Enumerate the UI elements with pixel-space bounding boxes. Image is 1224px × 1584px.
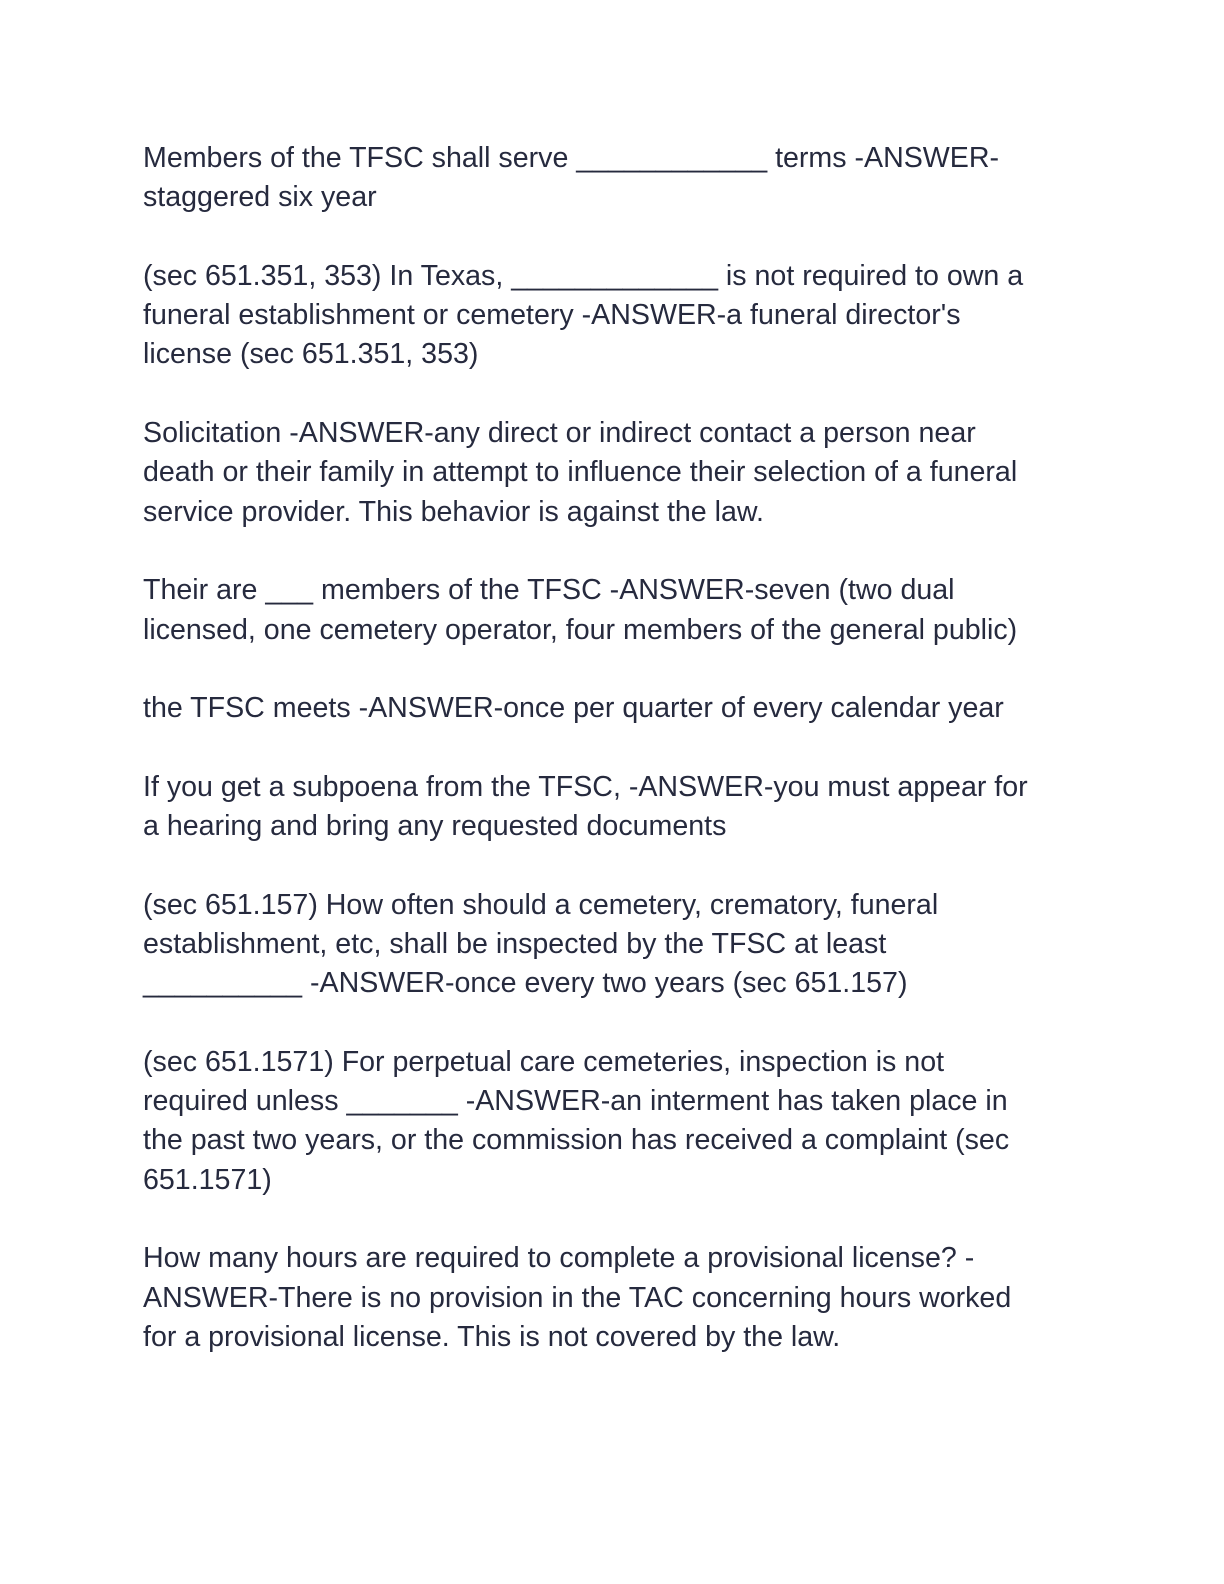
qa-entry-1: Members of the TFSC shall serve ____________ terms -ANSWER- staggered six year	[143, 142, 1000, 214]
qa-entry-4: Their are ___ members of the TFSC -ANSWER-seven (two dual licensed, one cemetery operator, four members of the general public)	[143, 574, 1018, 646]
qa-entry-2: (sec 651.351, 353) In Texas, _____________ is not required to own a funeral establishment or cemetery -ANSWER-a funeral director's license (sec 651.351, 353)	[143, 259, 1024, 371]
qa-entry-5: the TFSC meets -ANSWER-once per quarter of every calendar year	[143, 692, 1004, 725]
qa-entry-8: (sec 651.1571) For perpetual care cemeteries, inspection is not required unless _______ -ANSWER-an interment has taken place in the past two years, or the commission has received a complaint (sec 651.1571)	[143, 1045, 1010, 1196]
qa-entry-9: How many hours are required to complete a provisional license? - ANSWER-There is no provision in the TAC concerning hours worked for a provisional license. This is not covered by the law.	[143, 1242, 1012, 1353]
qa-entry-7: (sec 651.157) How often should a cemetery, crematory, funeral establishment, etc, shall be inspected by the TFSC at least __________ -ANSWER-once every two years (sec 651.157)	[143, 888, 939, 1000]
qa-entry-6: If you get a subpoena from the TFSC, -ANSWER-you must appear for a hearing and bring any requested documents	[143, 770, 1028, 843]
qa-list	[143, 139, 1078, 1357]
qa-entry-3: Solicitation -ANSWER-any direct or indirect contact a person near death or their family in attempt to influence their selection of a funeral service provider. This behavior is against the law.	[143, 417, 1018, 528]
